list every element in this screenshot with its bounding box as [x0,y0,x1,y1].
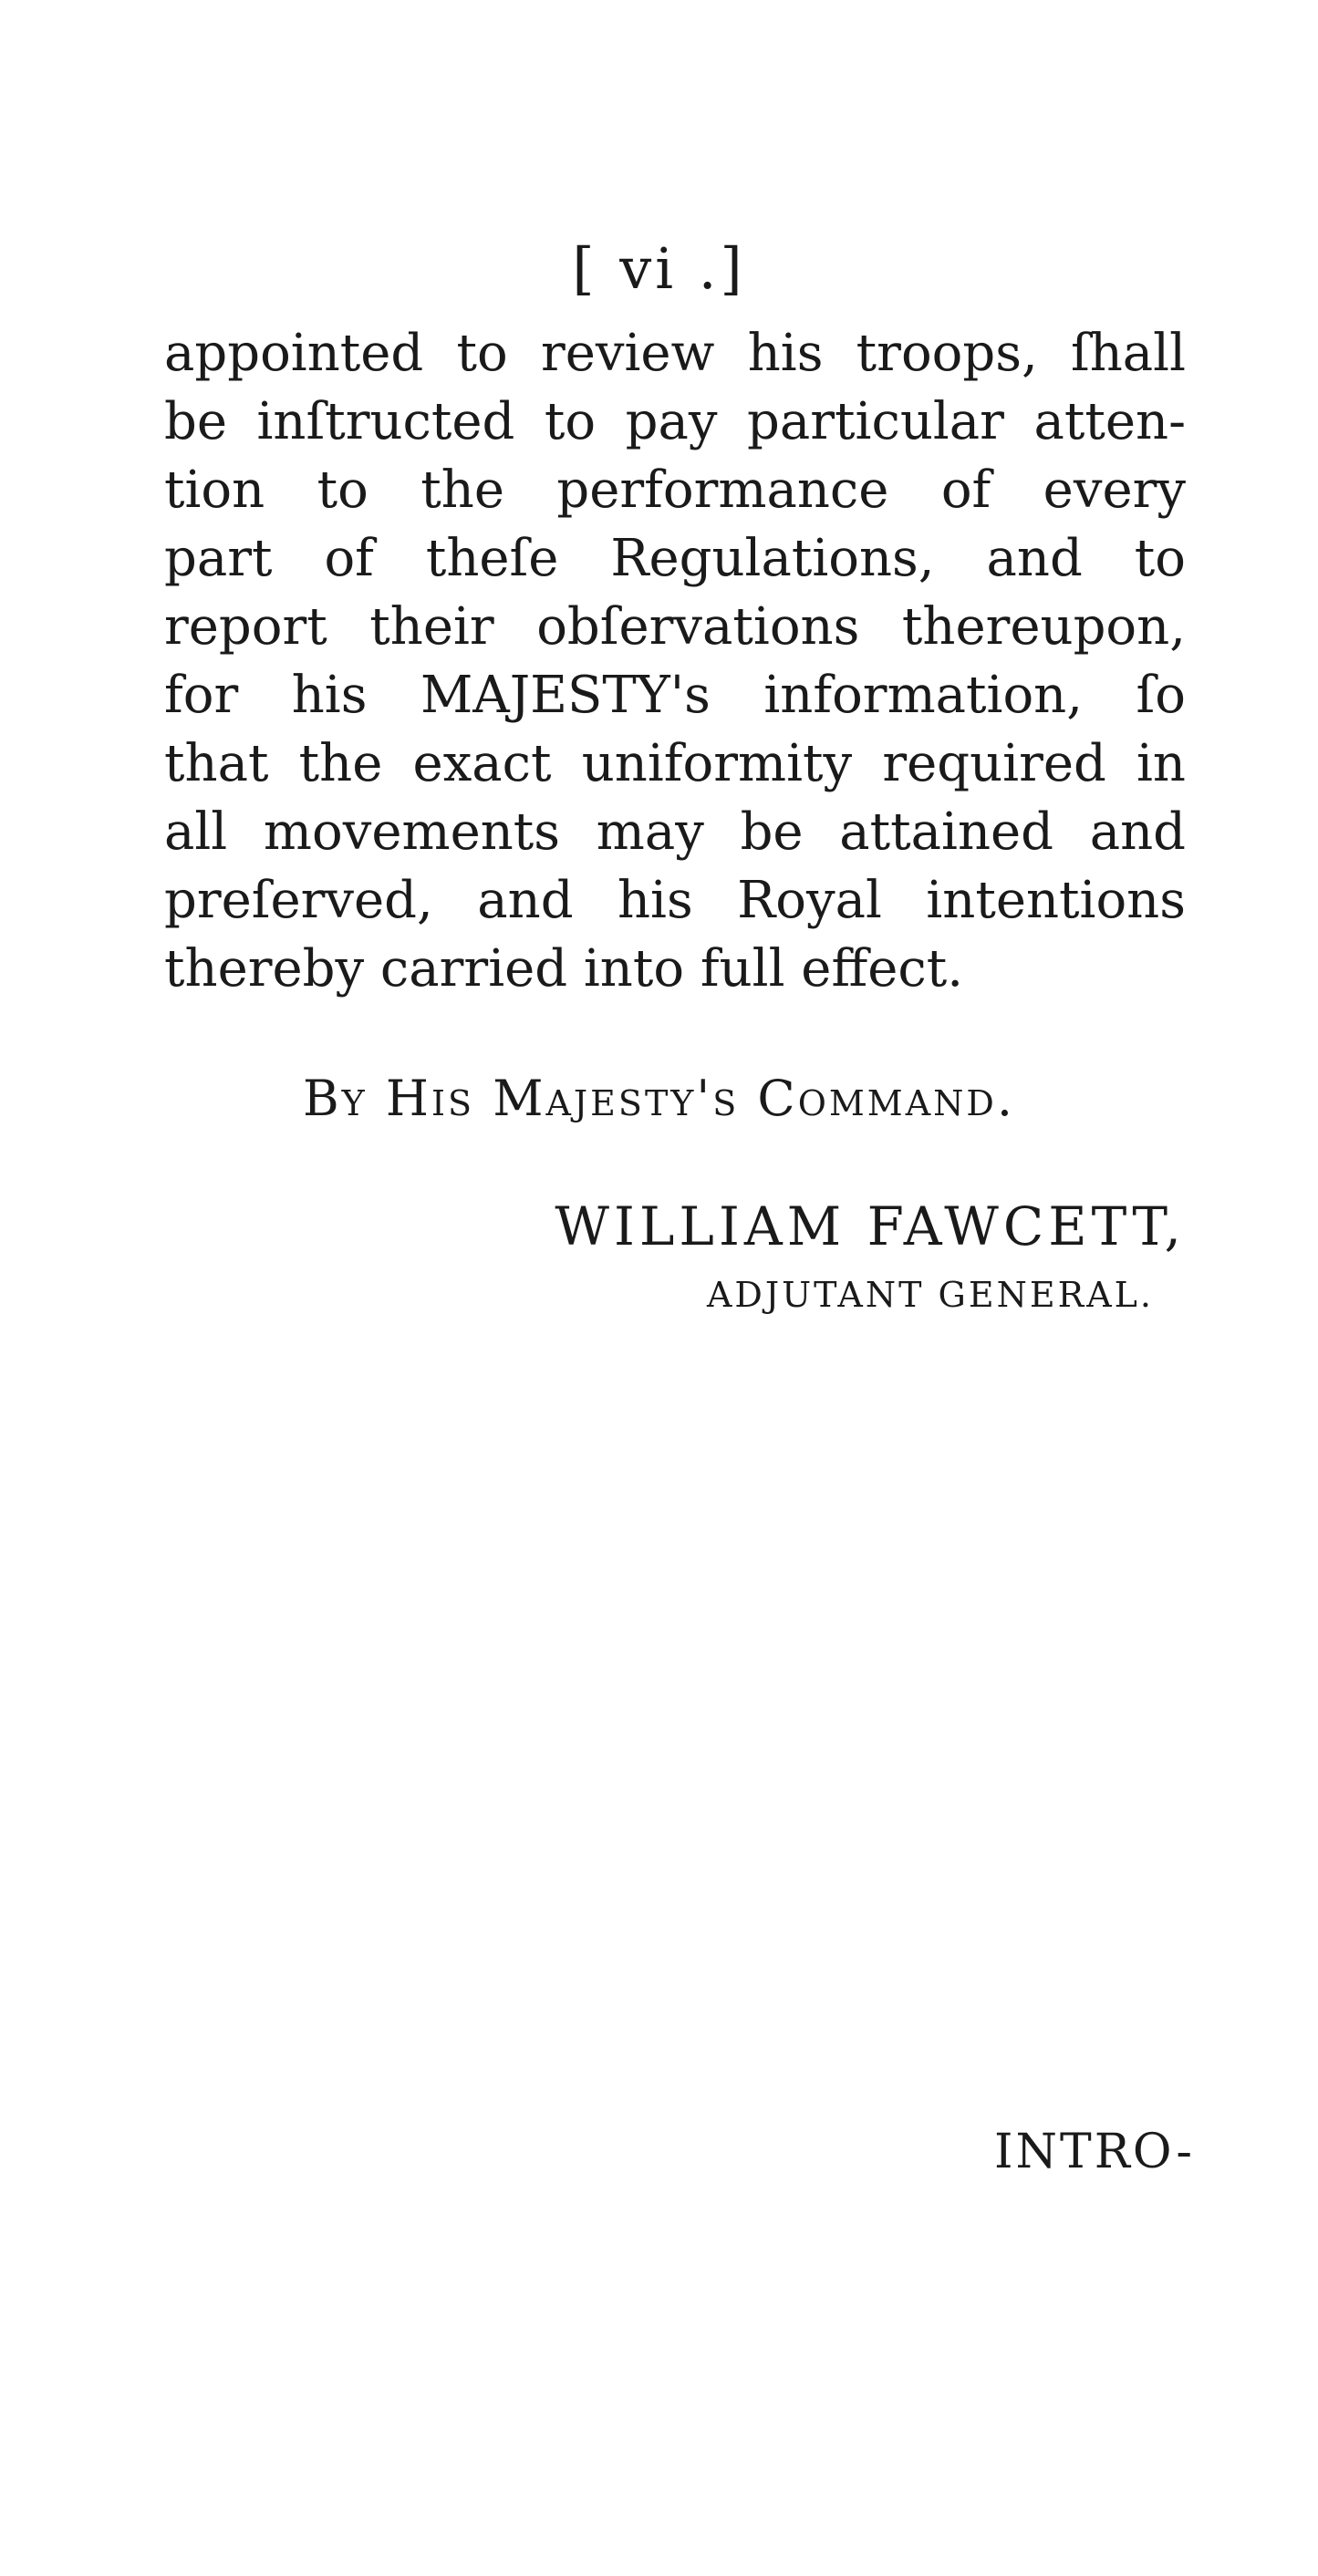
page-number: [ vi .] [572,235,746,302]
signature-name: WILLIAM FAWCETT, [555,1195,1186,1257]
body-line: report their obſervations thereupon, [164,597,1186,657]
body-text [164,319,1186,1003]
body-line: that the exact uniformity required in [164,734,1186,793]
body-line: for his MAJESTY's information, ſo [164,666,1186,725]
body-line: appointed to review his troops, ſhall [164,324,1186,383]
catchword: INTRO- [994,2125,1195,2179]
signature-title: ADJUTANT GENERAL. [706,1275,1154,1315]
body-line: tion to the performance of every [164,460,1186,520]
body-line: preſerved, and his Royal intentions [164,871,1186,930]
body-line: thereby carried into full effect. [164,939,964,998]
body-line: all movements may be attained and [164,802,1186,862]
body-line: part of theſe Regulations, and to [164,529,1186,588]
command-line: By His Majesty's Command. [302,1070,1016,1127]
body-line: be inſtructed to pay particular atten- [164,392,1186,451]
